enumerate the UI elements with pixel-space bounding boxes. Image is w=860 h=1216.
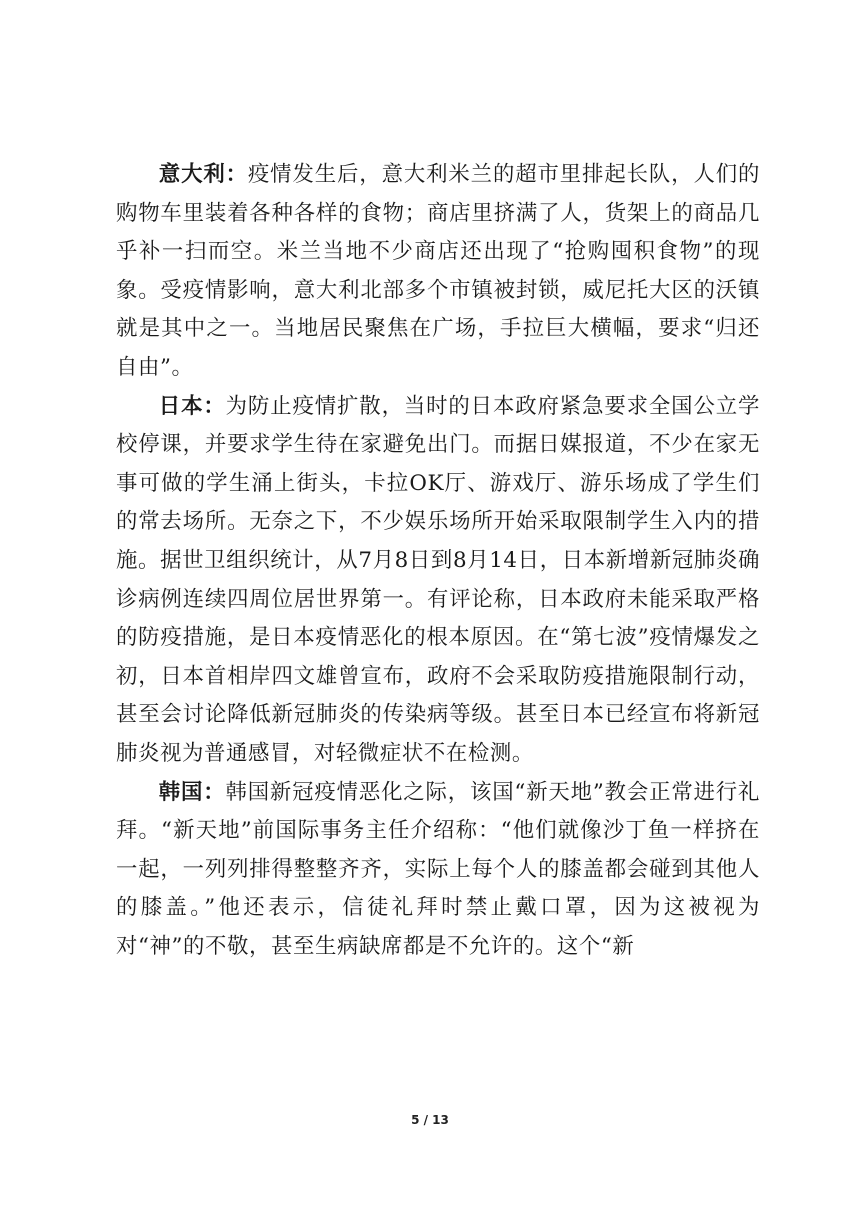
paragraph-korea xyxy=(116,774,760,967)
document-body xyxy=(116,156,760,966)
paragraph-lead-italy: 意大利： xyxy=(158,162,248,187)
paragraph-lead-japan: 日本： xyxy=(158,393,226,419)
paragraph-text-japan: 为防止疫情扩散，当时的日本政府紧急要求全国公立学校停课，并要求学生待在家避免出门。而据日媒报道，不少在家无事可做的学生涌上街头，卡拉OK厅、游戏厅、游乐场成了学生们的常去场所。无奈之下，不少娱乐场所开始采取限制学生入内的措施。据世卫组织统计，从7月8日到8月14日，日本新增新冠肺炎确诊病例连续四周位居世界第一。有评论称，日本政府未能采取严格的防疫措施，是日本疫情恶化的根本原因。在“第七波”疫情爆发之初，日本首相岸四文雄曾宣布，政府不会采取防疫措施限制行动，甚至会讨论降低新冠肺炎的传染病等级。甚至日本已经宣布将新冠肺炎视为普通感冒，对轻微症状不在检测。 xyxy=(116,393,760,766)
paragraph-text-korea: 韩国新冠疫情恶化之际，该国“新天地”教会正常进行礼拜。“新天地”前国际事务主任介绍称：“他们就像沙丁鱼一样挤在一起，一列列排得整整齐齐，实际上每个人的膝盖都会碰到其他人的膝盖。”他还表示，信徒礼拜时禁止戴口罩，因为这被视为对“神”的不敬，甚至生病缺席都是不允许的。这个“新 xyxy=(116,779,760,959)
paragraph-italy xyxy=(116,156,760,388)
paragraph-text-italy: 疫情发生后，意大利米兰的超市里排起长队，人们的购物车里装着各种各样的食物；商店里挤满了人，货架上的商品几乎补一扫而空。米兰当地不少商店还出现了“抢购囤积食物”的现象。受疫情影响，意大利北部多个市镇被封锁，威尼托大区的沃镇就是其中之一。当地居民聚焦在广场，手拉巨大横幅，要求“归还自由”。 xyxy=(116,162,760,380)
paragraph-lead-korea: 韩国： xyxy=(158,779,226,805)
paragraph-japan xyxy=(116,388,760,774)
page-number: 5 / 13 xyxy=(411,1113,449,1127)
